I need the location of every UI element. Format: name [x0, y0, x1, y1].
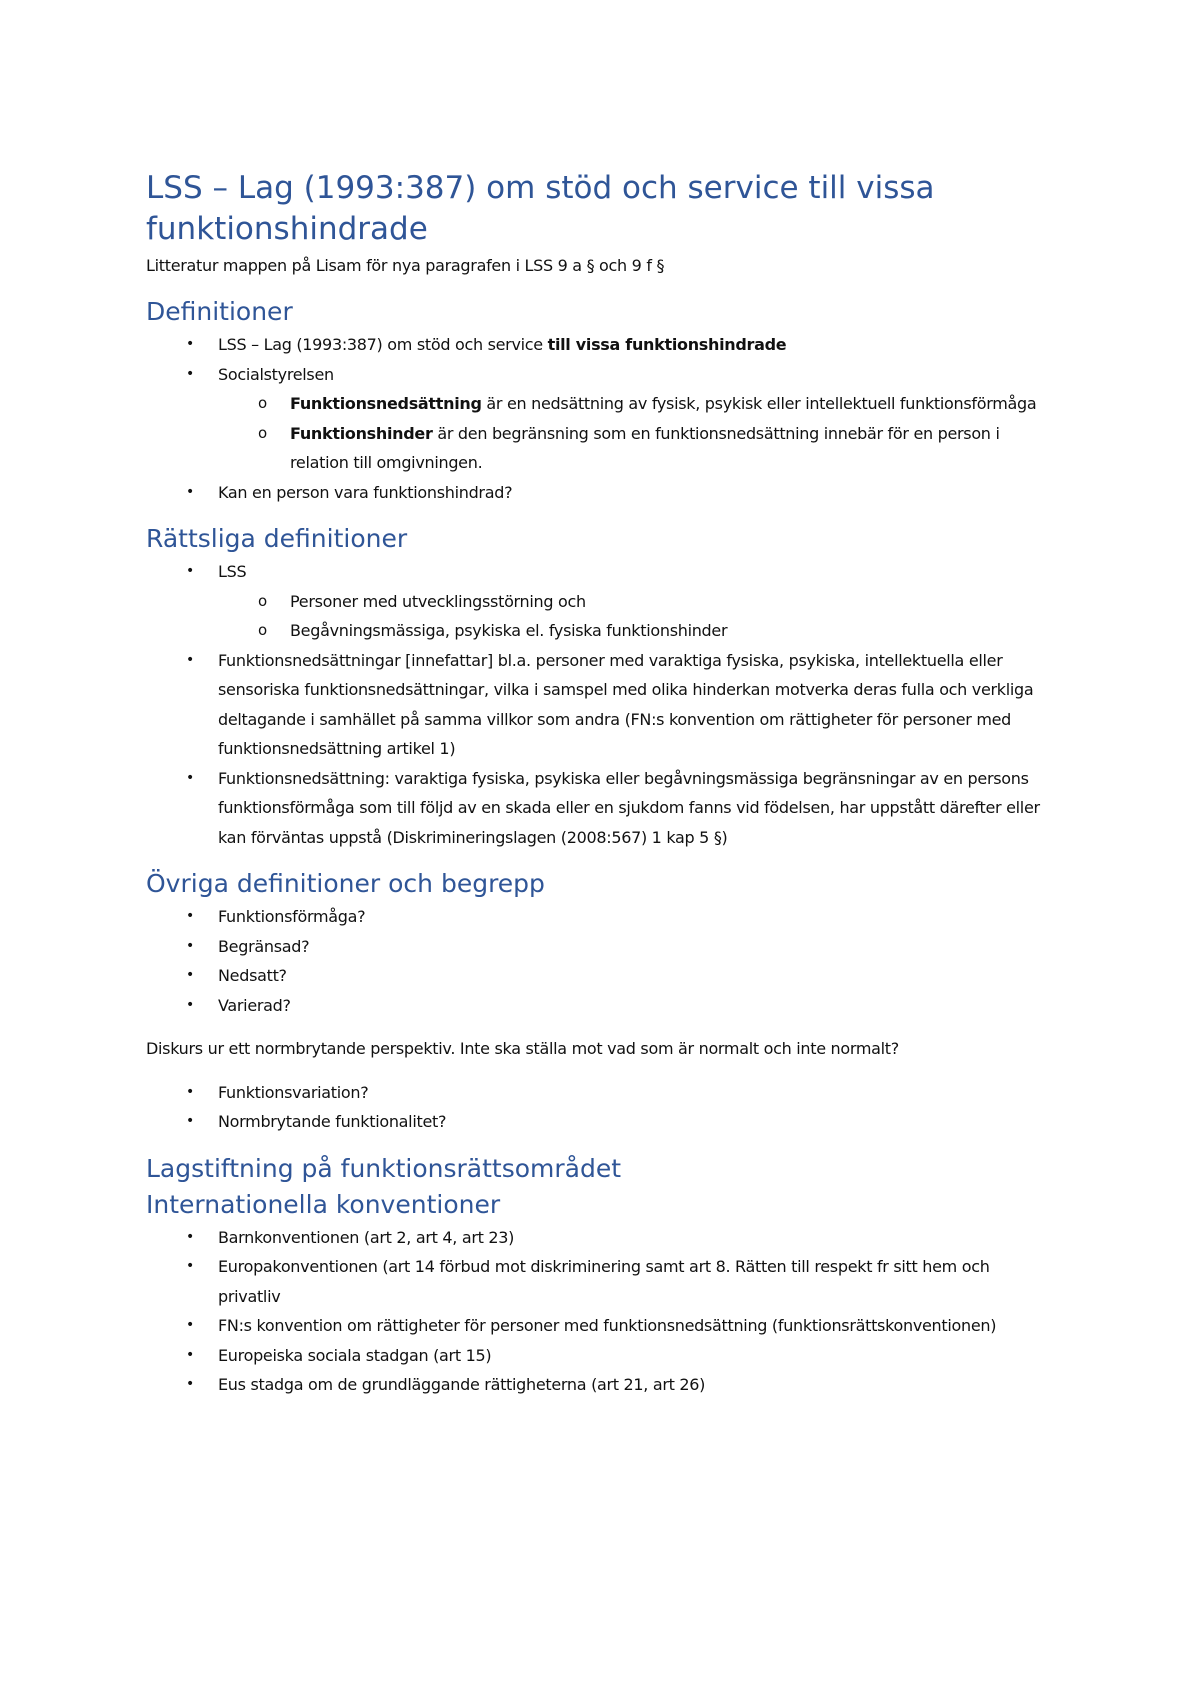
circle-bullet-icon: o	[258, 394, 267, 412]
circle-bullet-icon: o	[258, 423, 267, 442]
bullet-icon: •	[186, 1376, 194, 1392]
bullet-icon: •	[186, 996, 194, 1013]
list-item: • Funktionsförmåga?	[146, 902, 1050, 932]
list-item: • Europakonventionen (art 14 förbud mot diskriminering samt art 8. Rätten till respekt fr sitt hem och privatliv	[146, 1252, 1050, 1311]
list-definitioner	[146, 330, 1050, 507]
heading-definitioner: Definitioner	[146, 297, 293, 326]
list-ovriga	[146, 902, 1050, 1020]
literature-note: Litteratur mappen på Lisam för nya paragrafen i LSS 9 a § och 9 f §	[146, 256, 665, 275]
list-item: • Kan en person vara funktionshindrad?	[146, 478, 1050, 508]
heading-lagstiftning: Lagstiftning på funktionsrättsområdet	[146, 1153, 622, 1183]
bullet-icon: •	[186, 651, 194, 668]
list-item: • Eus stadga om de grundläggande rättigheterna (art 21, art 26)	[146, 1370, 1050, 1400]
list-item: • FN:s konvention om rättigheter för personer med funktionsnedsättning (funktionsrättskonventionen)	[146, 1311, 1050, 1341]
list-item: • Normbrytande funktionalitet?	[146, 1107, 1050, 1137]
heading-rattsliga-definitioner: Rättsliga definitioner	[146, 524, 408, 553]
sub-list	[218, 389, 1050, 478]
bullet-icon: •	[186, 336, 194, 352]
list-ovriga-2	[146, 1078, 1050, 1137]
list-item: • Nedsatt?	[146, 961, 1050, 991]
list-item: • Funktionsnedsättningar [innefattar] bl.a. personer med varaktiga fysiska, psykiska, intellektuella eller sensoriska funktionsnedsättningar, vilka i samspel med olika hinderkan motverka deras fulla och verkliga deltagande i samhället på samma villkor som andra (FN:s konvention om rättigheter för personer med funktionsnedsättning artikel 1)	[146, 646, 1050, 764]
list-internationella	[146, 1223, 1050, 1400]
list-rattsliga	[146, 557, 1050, 852]
list-item: • Begränsad?	[146, 932, 1050, 962]
sub-list-item: o Funktionshinder är den begränsning som en funktionsnedsättning innebär för en person i relation till omgivningen.	[218, 419, 1050, 478]
heading-ovriga-definitioner: Övriga definitioner och begrepp	[146, 869, 545, 898]
list-item: • LSS – Lag (1993:387) om stöd och service till vissa funktionshindrade	[146, 330, 1050, 360]
sub-list-item: o Personer med utvecklingsstörning och	[218, 587, 1050, 617]
list-item: • Socialstyrelsen o Funktionsnedsättning är en nedsättning av fysisk, psykisk eller intellektuell funktionsförmåga o Funktionshinder är den begränsning som en funktionsnedsättning innebär för en person i relation till omgivningen.	[146, 360, 1050, 478]
list-item: • Funktionsvariation?	[146, 1078, 1050, 1108]
sub-list	[218, 587, 1050, 646]
bullet-icon: •	[186, 1258, 194, 1274]
list-item: • Europeiska sociala stadgan (art 15)	[146, 1341, 1050, 1371]
list-item: • Funktionsnedsättning: varaktiga fysiska, psykiska eller begåvningsmässiga begränsningar av en persons funktionsförmåga som till följd av en skada eller en sjukdom fanns vid födelsen, har uppstått därefter eller kan förväntas uppstå (Diskrimineringslagen (2008:567) 1 kap 5 §)	[146, 764, 1050, 853]
diskurs-paragraph: Diskurs ur ett normbrytande perspektiv. Inte ska ställa mot vad som är normalt och inte normalt?	[146, 1039, 899, 1058]
bullet-icon: •	[186, 1317, 194, 1333]
bullet-icon: •	[186, 937, 194, 954]
list-item: • Barnkonventionen (art 2, art 4, art 23)	[146, 1223, 1050, 1253]
bullet-icon: •	[186, 967, 194, 983]
bullet-icon: •	[186, 908, 194, 924]
sub-list-item: o Funktionsnedsättning är en nedsättning av fysisk, psykisk eller intellektuell funktionsförmåga	[218, 389, 1050, 419]
list-item: • Varierad?	[146, 991, 1050, 1021]
list-item: • LSS o Personer med utvecklingsstörning och o Begåvningsmässiga, psykiska el. fysiska funktionshinder	[146, 557, 1050, 646]
sub-list-item: o Begåvningsmässiga, psykiska el. fysiska funktionshinder	[218, 616, 1050, 646]
bullet-icon: •	[186, 563, 194, 579]
document-title: LSS – Lag (1993:387) om stöd och service till vissa funktionshindrade	[146, 170, 935, 247]
bullet-icon: •	[186, 1228, 194, 1245]
bullet-icon: •	[186, 1113, 194, 1129]
circle-bullet-icon: o	[258, 621, 267, 639]
circle-bullet-icon: o	[258, 591, 267, 610]
bullet-icon: •	[186, 1083, 194, 1100]
bullet-icon: •	[186, 1346, 194, 1363]
bullet-icon: •	[186, 365, 194, 382]
heading-internationella-konventioner: Internationella konventioner	[146, 1189, 501, 1219]
bullet-icon: •	[186, 769, 194, 786]
bullet-icon: •	[186, 483, 194, 500]
